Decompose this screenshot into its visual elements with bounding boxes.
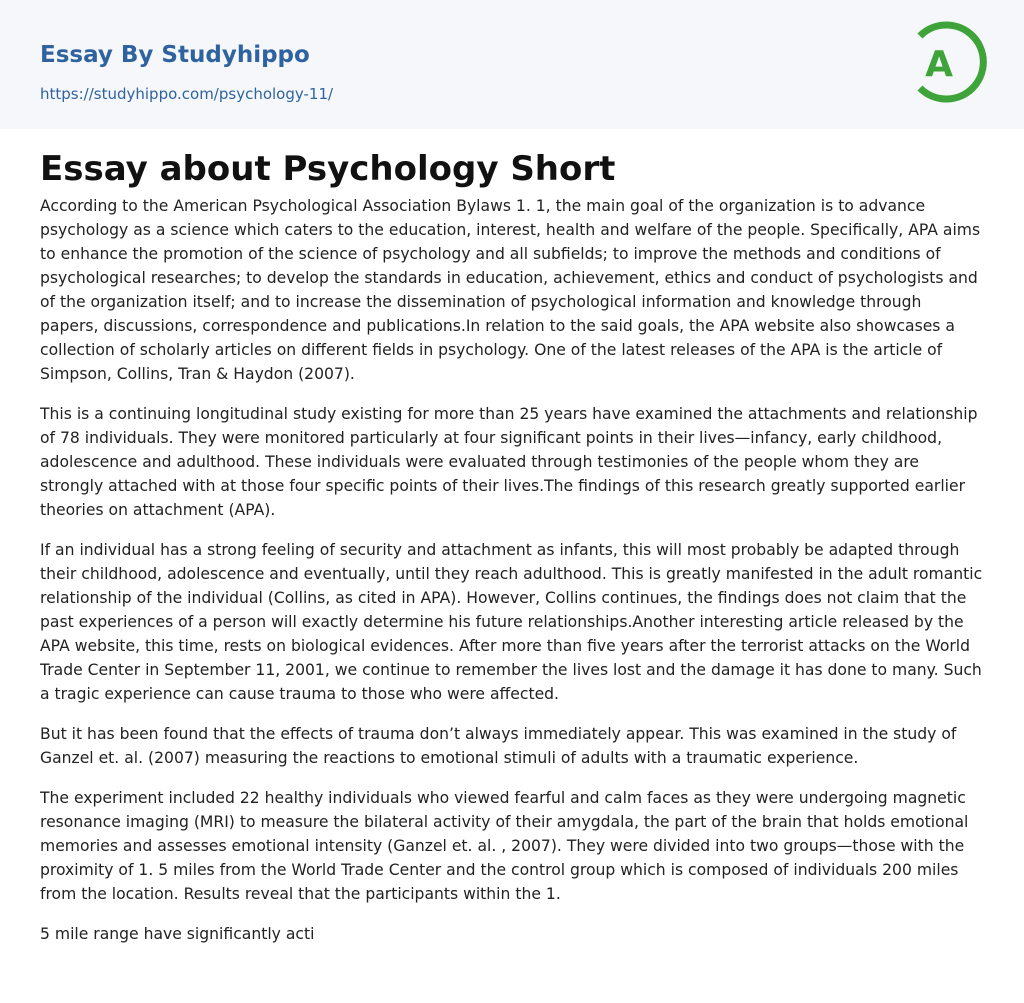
site-header — [0, 0, 1024, 129]
essay-paragraph: The experiment included 22 healthy individuals who viewed fearful and calm faces as they were undergoing magnetic resonance imaging (MRI) to measure the bilateral activity of their amygdala, the part of the brain that holds emotional memories and assesses emotional intensity (Ganzel et. al. , 2007). They were divided into two groups—those with the proximity of 1. 5 miles from the World Trade Center and the control group which is composed of individuals 200 miles from the location. Results reveal that the participants within the 1. — [40, 789, 969, 903]
site-brand[interactable]: Essay By Studyhippo — [40, 42, 310, 68]
essay-paragraph: This is a continuing longitudinal study existing for more than 25 years have examined the attachments and relationship of 78 individuals. They were monitored particularly at four significant points in their lives—infancy, early childhood, adolescence and adulthood. These individuals were evaluated through testimonies of the people whom they are strongly attached with at those four specific points of their lives.The findings of this research greatly supported earlier theories on attachment (APA). — [40, 405, 978, 519]
essay-paragraph: According to the American Psychological Association Bylaws 1. 1, the main goal of the organization is to advance psychology as a science which caters to the education, interest, health and welfare of the people. Specifically, APA aims to enhance the promotion of the science of psychology and all subfields; to improve the methods and conditions of psychological researches; to develop the standards in education, achievement, ethics and conduct of psychologists and of the organization itself; and to increase the dissemination of psychological information and knowledge through papers, discussions, correspondence and publications.In relation to the said goals, the APA website also showcases a collection of scholarly articles on different fields in psychology. One of the latest releases of the APA is the article of Simpson, Collins, Tran & Haydon (2007). — [40, 197, 981, 383]
essay-body — [40, 194, 984, 946]
essay-paragraph: If an individual has a strong feeling of security and attachment as infants, this will most probably be adapted through their childhood, adolescence and eventually, until they reach adulthood. This is greatly manifested in the adult romantic relationship of the individual (Collins, as cited in APA). However, Collins continues, the findings does not claim that the past experiences of a person will exactly determine his future relationships.Another interesting article released by the APA website, this time, rests on biological evidences. After more than five years after the terrorist attacks on the World Trade Center in September 11, 2001, we continue to remember the lives lost and the damage it has done to many. Such a tragic experience can cause trauma to those who were affected. — [40, 541, 983, 703]
essay-title: Essay about Psychology Short — [40, 149, 616, 189]
logo-letter: A — [925, 44, 953, 85]
essay-content — [0, 129, 1024, 946]
essay-url-link[interactable]: https://studyhippo.com/psychology-11/ — [40, 85, 334, 103]
essay-paragraph: 5 mile range have significantly acti — [40, 925, 315, 943]
essay-paragraph: But it has been found that the effects of trauma don’t always immediately appear. This was examined in the study of Ganzel et. al. (2007) measuring the reactions to emotional stimuli of adults with a traumatic experience. — [40, 725, 957, 767]
site-logo-icon[interactable] — [912, 18, 988, 106]
